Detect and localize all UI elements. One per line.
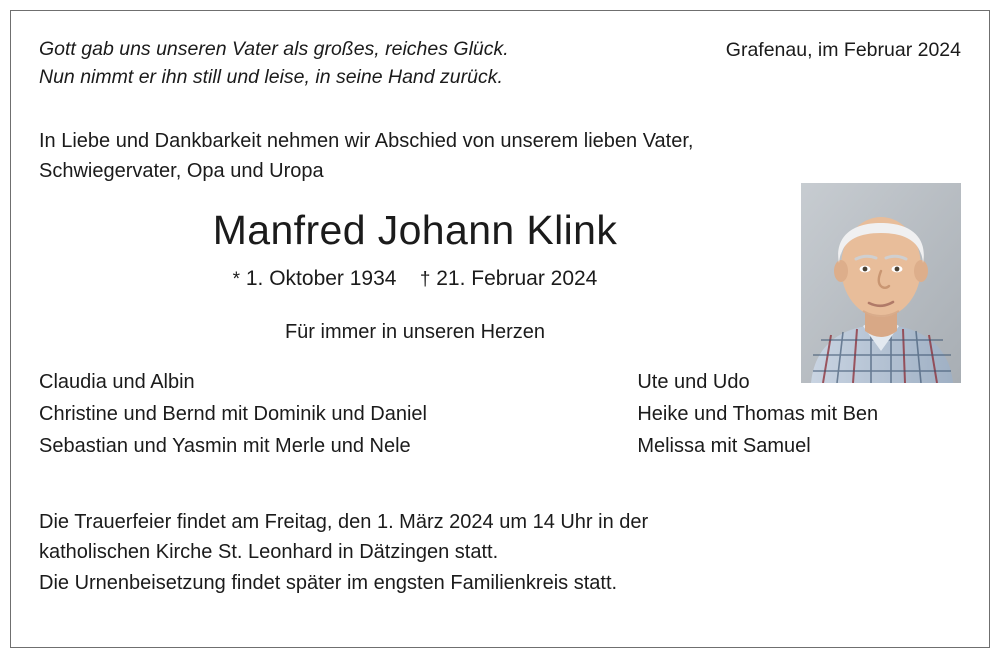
place-and-date: Grafenau, im Februar 2024 — [725, 39, 961, 61]
verse-line-2: Nun nimmt er ihn still und leise, in seine Hand zurück. — [39, 66, 503, 89]
header-row — [39, 35, 961, 92]
service-line-3: Die Urnenbeisetzung findet später im engsten Familienkreis statt. — [39, 571, 618, 594]
intro-block — [39, 126, 869, 186]
family-left-line-1: Claudia und Albin — [39, 370, 195, 393]
family-right-line-3: Melissa mit Samuel — [637, 435, 811, 458]
service-line-1: Die Trauerfeier findet am Freitag, den 1. März 2024 um 14 Uhr in der — [39, 510, 649, 533]
service-information — [39, 507, 961, 598]
intro-line-2: Schwiegervater, Opa und Uropa — [39, 159, 324, 182]
portrait-photo — [801, 183, 961, 383]
family-left-line-2: Christine und Bernd mit Dominik und Daniel — [39, 403, 427, 426]
death-date: 21. Februar 2024 — [436, 266, 598, 290]
notice-frame — [10, 10, 990, 648]
birth-symbol: * — [232, 268, 241, 290]
family-column-left — [39, 366, 637, 463]
deceased-name: Manfred Johann Klink — [212, 206, 618, 253]
birth-date: 1. Oktober 1934 — [245, 266, 397, 290]
family-right-line-1: Ute und Udo — [637, 370, 750, 393]
verse-block — [39, 35, 509, 92]
intro-line-1: In Liebe und Dankbarkeit nehmen wir Abschied von unserem lieben Vater, — [39, 129, 694, 152]
motto-text: Für immer in unseren Herzen — [284, 320, 546, 343]
family-left-line-3: Sebastian und Yasmin mit Merle und Nele — [39, 435, 411, 458]
family-right-line-2: Heike und Thomas mit Ben — [637, 403, 879, 426]
life-dates — [39, 267, 791, 291]
service-line-2: katholischen Kirche St. Leonhard in Dätzingen statt. — [39, 541, 499, 564]
death-symbol: † — [419, 268, 431, 290]
verse-line-1: Gott gab uns unseren Vater als großes, reiches Glück. — [39, 38, 509, 60]
notice-content — [11, 11, 989, 647]
